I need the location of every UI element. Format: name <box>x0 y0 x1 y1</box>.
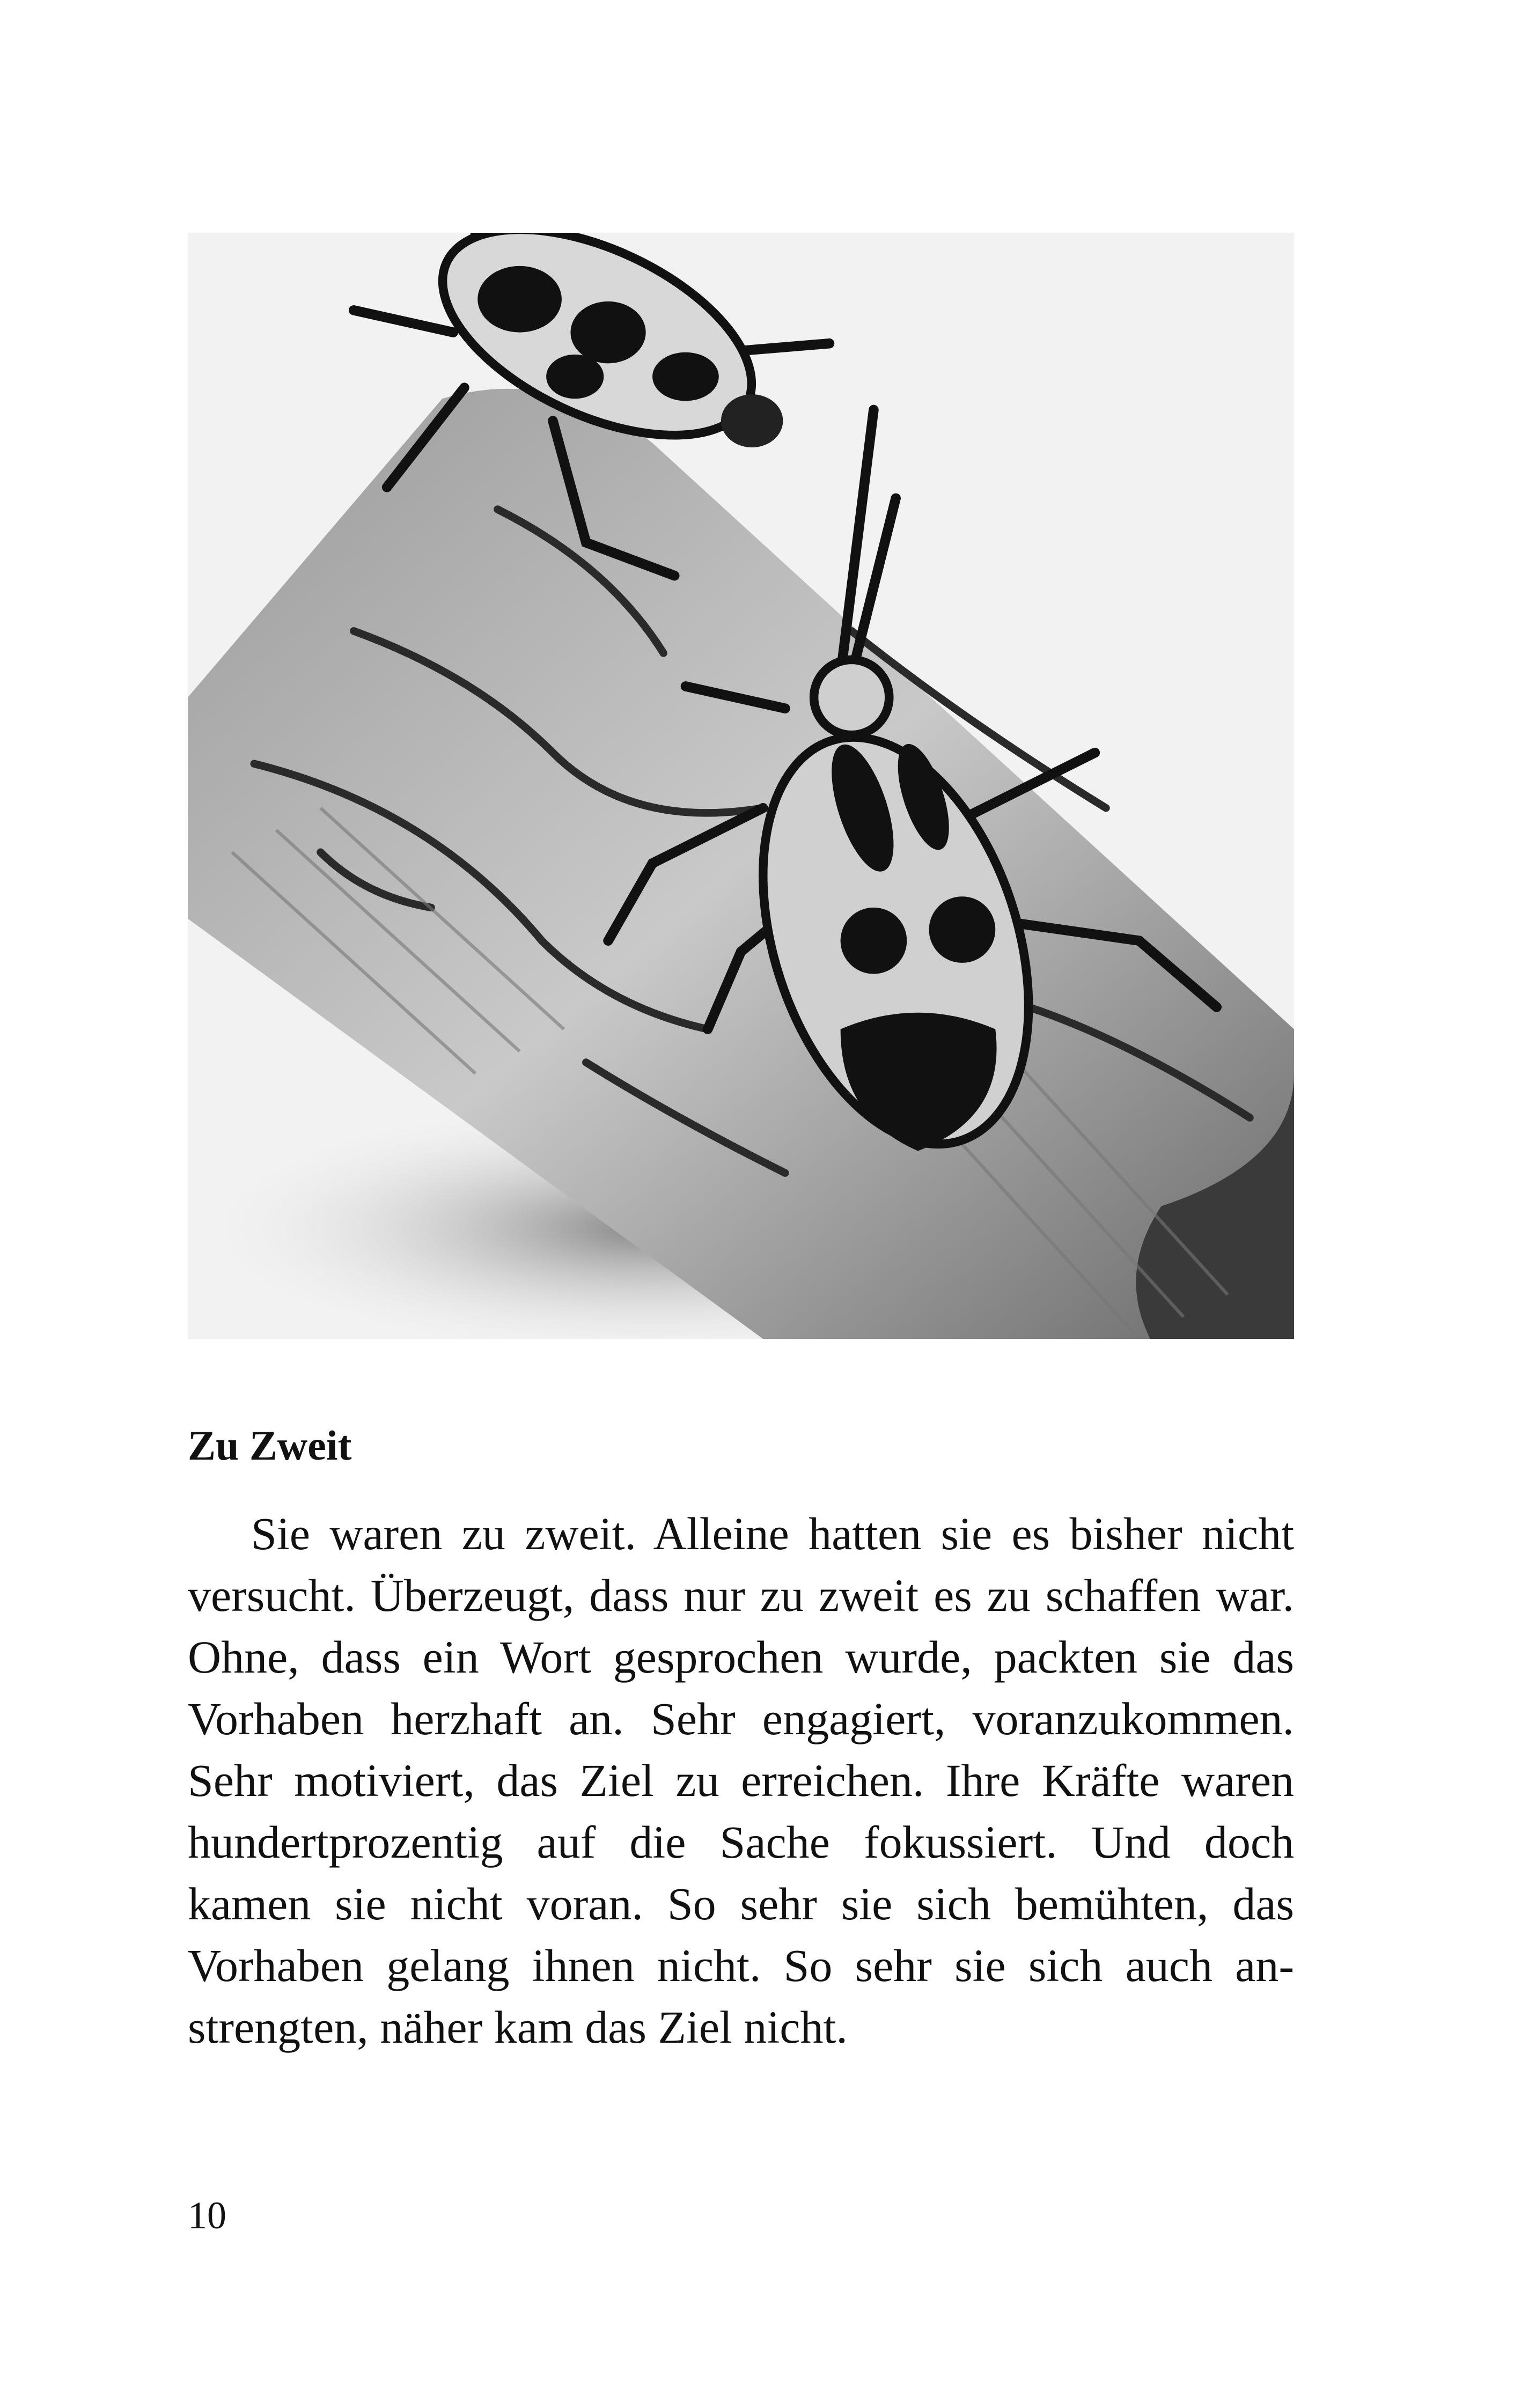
story-section <box>188 1416 1294 2058</box>
story-paragraph: Sie waren zu zweit. Alleine hatten sie es bisher nicht versucht. Überzeugt, dass nur zu zweit es zu schaffen war. Ohne, dass ein Wort gesprochen wurde, packten sie das Vorhaben herzhaft an. Sehr engagiert, voranzukommen. Sehr motiviert, das Ziel zu erreichen. Ihre Kräfte waren hundertprozentig auf die Sache fokussiert. Und doch kamen sie nicht voran. So sehr sie sich bemühten, das Vorhaben gelang ihnen nicht. So sehr sie sich auch anstrengten, näher kam das Ziel nicht. <box>188 1508 1294 2053</box>
page-number: 10 <box>188 2194 226 2237</box>
beetles-illustration <box>188 233 1294 1339</box>
story-title: Zu Zweit <box>188 1422 352 1469</box>
beetles-sketch-icon <box>188 233 1294 1339</box>
